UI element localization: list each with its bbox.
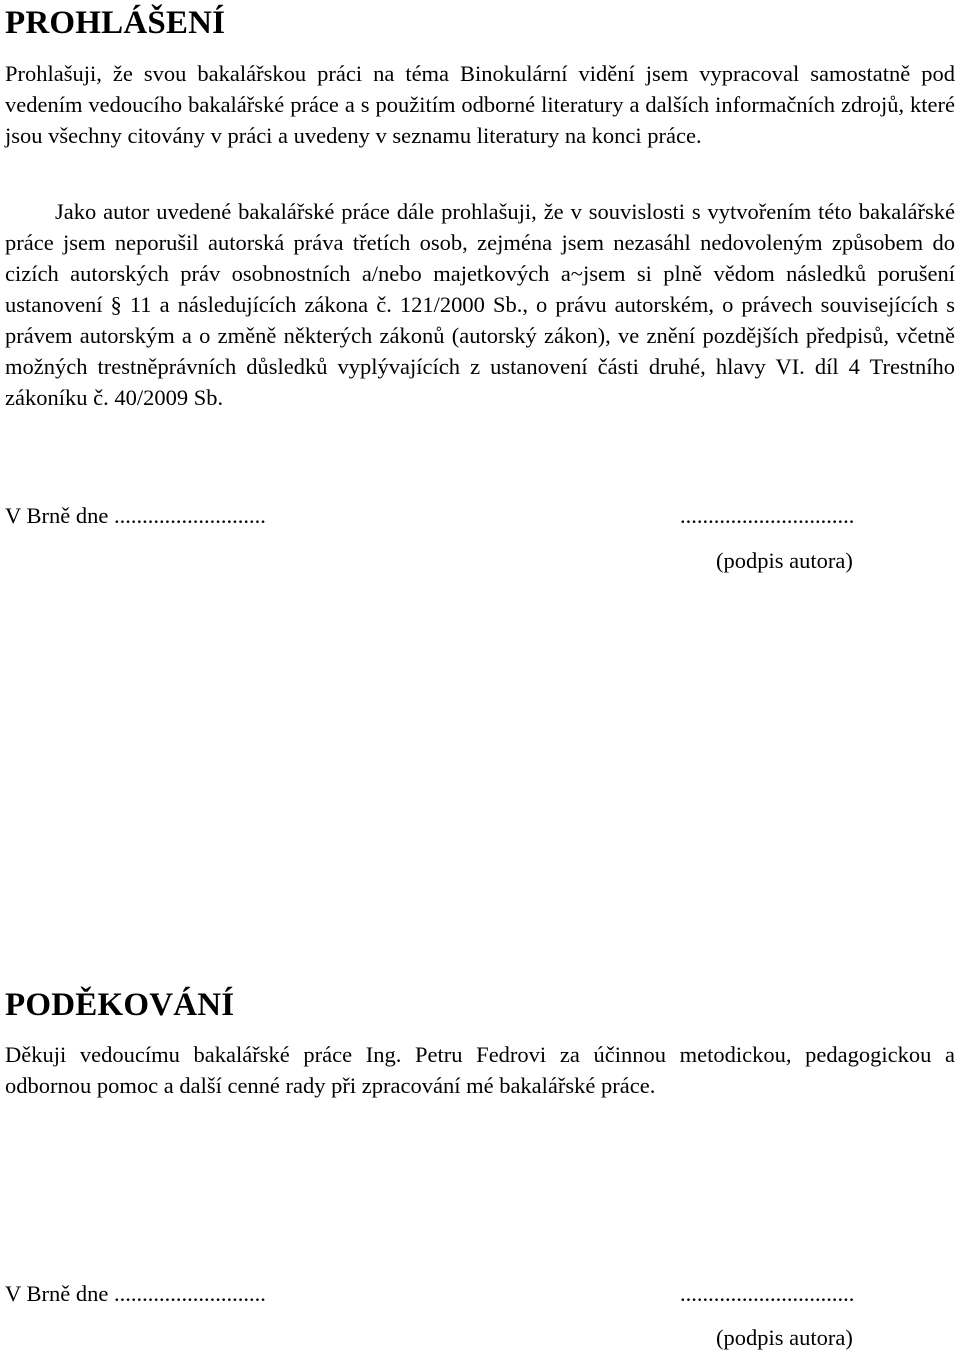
acknowledgement-signature-line: ............................... — [680, 1281, 855, 1306]
declaration-paragraph-1: Prohlašuji, že svou bakalářskou práci na téma Binokulární vidění jsem vypracoval samostatně pod vedením vedoucího bakalářské práce a s použitím odborné literatury a dalších informačních zdrojů, které jsou všechny citovány v práci a uvedeny v seznamu literatury na konci práce. — [5, 61, 955, 148]
acknowledgement-paragraph: Děkuji vedoucímu bakalářské práce Ing. Petru Fedrovi za účinnou metodickou, pedagogickou a odbornou pomoc a další cenné rady při zpracování mé bakalářské práce. — [5, 1042, 955, 1098]
declaration-place-date: V Brně dne ........................... — [5, 503, 266, 528]
acknowledgement-signature-caption: (podpis autora) — [716, 1325, 853, 1350]
acknowledgement-heading: PODĚKOVÁNÍ — [5, 987, 235, 1023]
declaration-paragraph-2: Jako autor uvedené bakalářské práce dále prohlašuji, že v souvislosti s vytvořením této bakalářské práce jsem neporušil autorská práva třetích osob, zejména jsem nezasáhl nedovoleným způsobem do cizích autorských práv osobnostních a/nebo majetkových a~jsem si plně vědom následků porušení ustanovení § 11 a následujících zákona č. 121/2000 Sb., o právu autorském, o právech souvisejících s právem autorským a o změně některých zákonů (autorský zákon), ve znění pozdějších předpisů, včetně možných trestněprávních důsledků vyplývajících z ustanovení části druhé, hlavy VI. díl 4 Trestního zákoníku č. 40/2009 Sb. — [5, 199, 955, 410]
acknowledgement-place-date: V Brně dne ........................... — [5, 1281, 266, 1306]
declaration-signature-caption: (podpis autora) — [716, 548, 853, 573]
declaration-signature-line: ............................... — [680, 503, 855, 528]
declaration-heading: PROHLÁŠENÍ — [5, 5, 226, 41]
